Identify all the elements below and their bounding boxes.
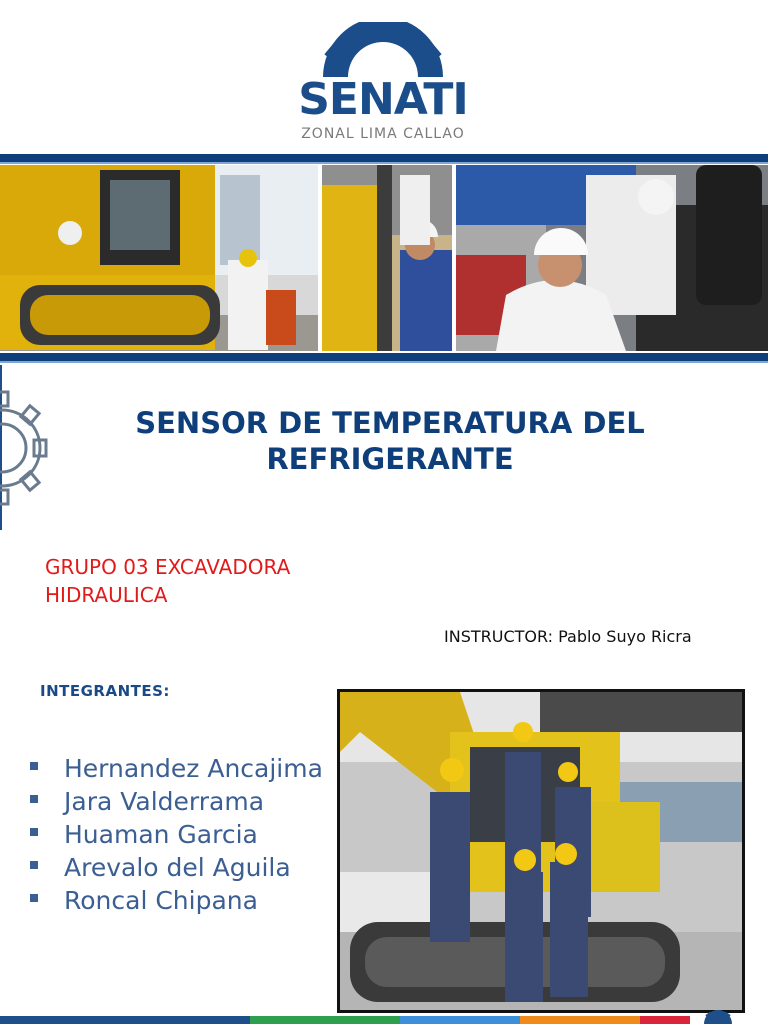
members-heading: INTEGRANTES: xyxy=(40,682,170,700)
group-label: GRUPO 03 EXCAVADORA HIDRAULICA xyxy=(45,555,291,607)
technician-photo xyxy=(322,165,452,351)
senati-logo xyxy=(288,22,478,147)
bullet-icon xyxy=(30,828,38,836)
member-name: Huaman Garcia xyxy=(64,820,258,849)
member-item xyxy=(28,752,328,785)
member-name: Arevalo del Aguila xyxy=(64,853,291,882)
logo-subtitle: ZONAL LIMA CALLAO xyxy=(301,126,465,142)
member-item xyxy=(28,851,328,884)
member-name: Hernandez Ancajima xyxy=(64,754,323,783)
bullet-icon xyxy=(30,894,38,902)
top-band-accent xyxy=(0,162,768,164)
member-item xyxy=(28,884,328,917)
slide-title: SENSOR DE TEMPERATURA DEL REFRIGERANTE xyxy=(135,406,645,476)
bullet-icon xyxy=(30,795,38,803)
footer-strip-red xyxy=(640,1016,690,1024)
logo-wordmark: SENATI xyxy=(298,74,468,125)
member-name: Roncal Chipana xyxy=(64,886,258,915)
mechanic-photo xyxy=(456,165,768,351)
footer-strip-green xyxy=(250,1016,400,1024)
footer-strip-dark xyxy=(0,1016,250,1024)
photo-banner xyxy=(0,165,768,351)
banner-bottom-accent xyxy=(0,361,768,363)
team-photo xyxy=(337,689,745,1013)
gear-icon xyxy=(288,22,478,82)
member-name: Jara Valderrama xyxy=(64,787,265,816)
bullet-icon xyxy=(30,861,38,869)
footer-strip-blue xyxy=(400,1016,520,1024)
footer-gear-icon xyxy=(698,1010,738,1024)
member-item xyxy=(28,785,328,818)
bullet-icon xyxy=(30,762,38,770)
footer-strip-orange xyxy=(520,1016,640,1024)
instructor-label: INSTRUCTOR: Pablo Suyo Ricra xyxy=(444,627,692,646)
member-item xyxy=(28,818,328,851)
gear-outline-icon xyxy=(0,388,52,508)
top-band xyxy=(0,154,768,162)
bulldozer-photo xyxy=(0,165,318,351)
banner-bottom-band xyxy=(0,353,768,361)
members-list xyxy=(28,752,328,917)
